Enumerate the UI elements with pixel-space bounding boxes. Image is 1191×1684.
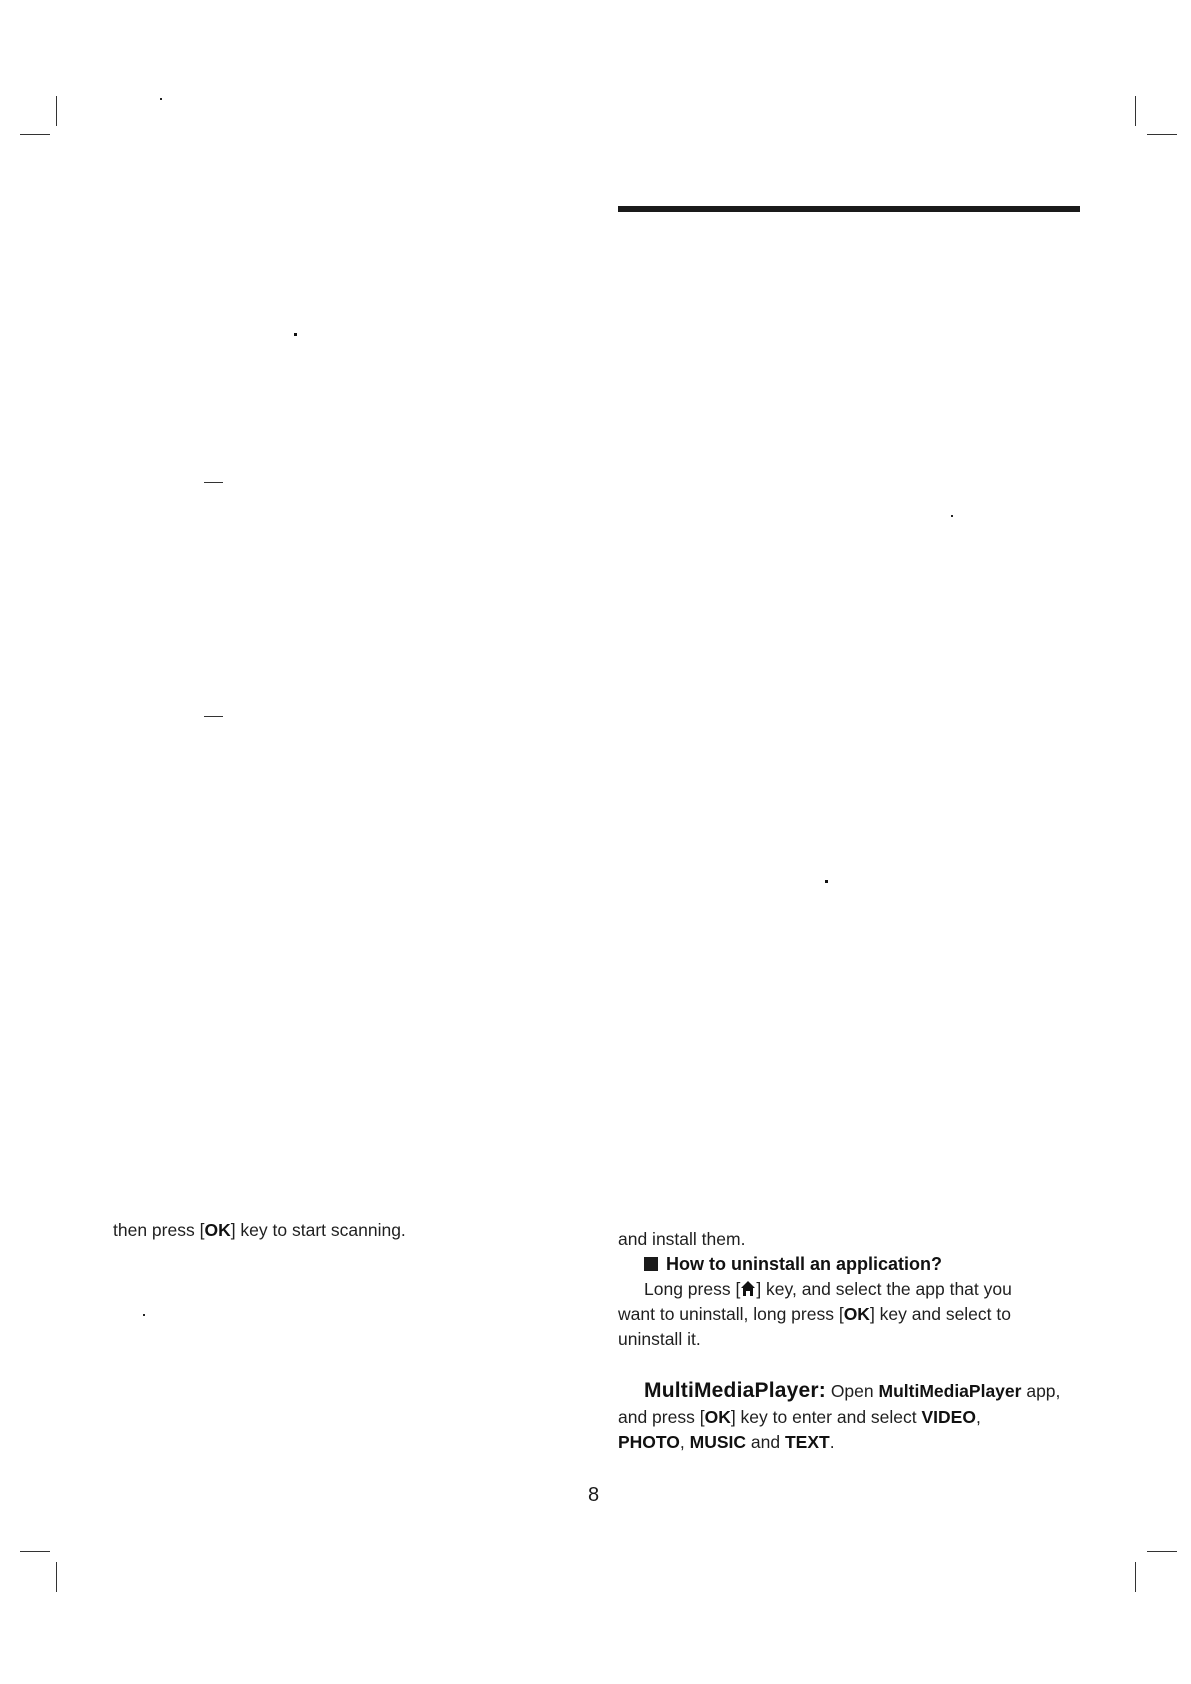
scan-dash (204, 716, 223, 717)
uninstall-heading (618, 1252, 1088, 1277)
crop-mark-bottom-right-horizontal (1147, 1551, 1177, 1552)
scan-speck (294, 333, 297, 336)
section-divider-rule (618, 206, 1080, 212)
right-column (618, 1227, 1088, 1455)
scan-speck (825, 880, 828, 883)
crop-mark-top-right-vertical (1135, 96, 1136, 126)
crop-mark-top-left-vertical (56, 96, 57, 126)
multimedia-app-text: app, (1021, 1381, 1061, 1401)
home-icon (740, 1280, 756, 1297)
crop-mark-bottom-left-horizontal (20, 1551, 50, 1552)
multimedia-line-1 (618, 1377, 1088, 1405)
multimedia-line2-suffix: ] key to enter and select (730, 1407, 922, 1427)
ok-key-label: OK (843, 1304, 870, 1324)
multimedia-app-name: MultiMediaPlayer (878, 1381, 1022, 1401)
comma: , (975, 1407, 981, 1427)
scan-speck (951, 515, 953, 517)
uninstall-line1-suffix: ] key, and select the app that you (756, 1279, 1012, 1299)
scan-speck (143, 1314, 145, 1316)
multimedia-line-2 (618, 1405, 1088, 1430)
crop-mark-top-left-horizontal (20, 134, 50, 135)
scan-text-prefix: then press [ (113, 1220, 205, 1240)
photo-option: PHOTO (618, 1432, 680, 1452)
uninstall-line2-prefix: want to uninstall, long press [ (618, 1304, 844, 1324)
ok-key-label: OK (204, 1220, 231, 1240)
install-intro-text: and install them. (618, 1229, 746, 1249)
crop-mark-bottom-right-vertical (1135, 1562, 1136, 1592)
comma: , (679, 1432, 690, 1452)
music-option: MUSIC (689, 1432, 747, 1452)
uninstall-line-1 (618, 1277, 1088, 1302)
multimedia-line2-prefix: and press [ (618, 1407, 705, 1427)
crop-mark-top-right-horizontal (1147, 134, 1177, 135)
uninstall-line2-suffix: ] key and select to (869, 1304, 1011, 1324)
scan-instruction-text (113, 1218, 573, 1243)
and-text: and (746, 1432, 785, 1452)
text-option: TEXT (784, 1432, 830, 1452)
multimedia-title: MultiMediaPlayer: (644, 1379, 826, 1402)
uninstall-line1-prefix: Long press [ (644, 1279, 741, 1299)
crop-mark-bottom-left-vertical (56, 1562, 57, 1592)
page-number: 8 (588, 1484, 600, 1506)
ok-key-label: OK (704, 1407, 731, 1427)
scan-dash (204, 482, 223, 483)
period: . (829, 1432, 835, 1452)
uninstall-line-3: uninstall it. (618, 1329, 701, 1349)
multimedia-open-text: Open (825, 1381, 879, 1401)
uninstall-heading-text: How to uninstall an application? (666, 1254, 943, 1274)
multimedia-line-3 (618, 1430, 1088, 1455)
scan-speck (160, 98, 162, 100)
scan-text-suffix: ] key to start scanning. (230, 1220, 406, 1240)
video-option: VIDEO (921, 1407, 976, 1427)
square-bullet-icon (644, 1257, 658, 1271)
uninstall-line-2 (618, 1302, 1088, 1327)
